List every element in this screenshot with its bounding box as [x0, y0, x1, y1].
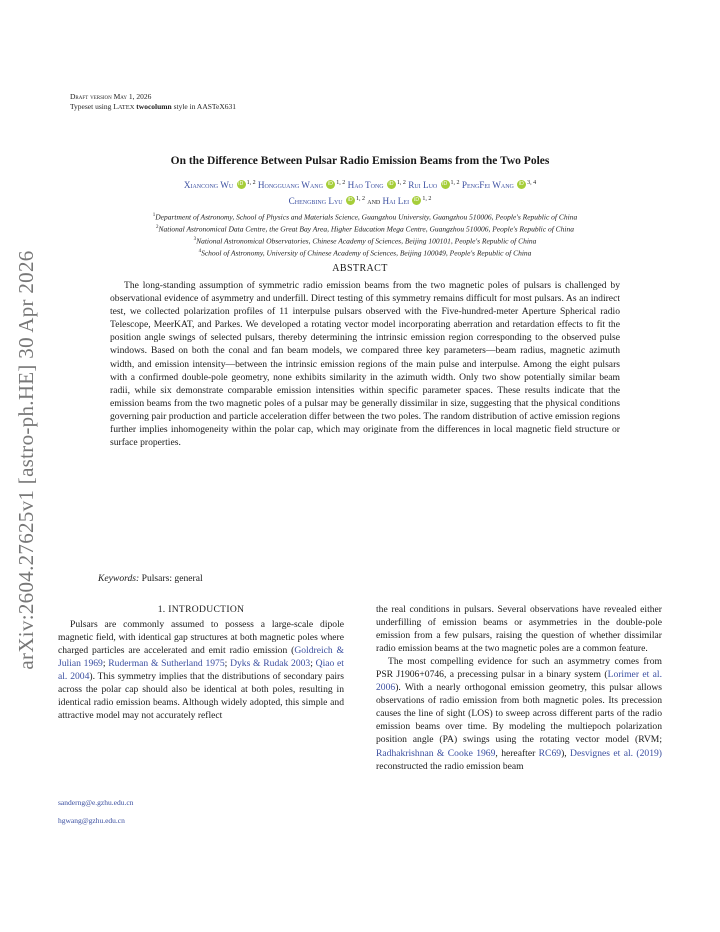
affiliations	[56, 211, 674, 259]
author-name[interactable]: Hongguang Wang	[257, 180, 323, 191]
keywords-value: Pulsars: general	[141, 573, 203, 584]
affiliation-text: National Astronomical Observatories, Chinese Academy of Sciences, Beijing 100101, People's Republic of China	[196, 236, 537, 246]
draft-header	[70, 92, 236, 113]
affiliation-number: 4	[198, 249, 202, 254]
affiliation-text: National Astronomical Data Centre, the Great Bay Area, Higher Education Mega Centre, Guangzhou 510006, People's Republic of China	[158, 224, 574, 234]
author-name[interactable]: PengFei Wang	[461, 180, 514, 191]
author-list	[95, 176, 625, 209]
affiliation	[56, 235, 674, 247]
authors-and: and	[367, 197, 381, 207]
email-footnotes	[58, 794, 133, 830]
intro-paragraph-2	[376, 655, 662, 772]
affiliation-text: School of Astronomy, University of Chinese Academy of Sciences, Beijing 100049, People's Republic of China	[201, 248, 532, 258]
typeset-suffix: style in AASTeX631	[173, 102, 236, 111]
orcid-icon[interactable]	[441, 180, 450, 189]
orcid-icon[interactable]	[237, 180, 246, 189]
author-name[interactable]: Rui Luo	[408, 180, 438, 191]
email-link[interactable]: hgwang@gzhu.edu.cn	[58, 816, 125, 825]
author-affil-marker: 1, 2	[422, 196, 432, 203]
text-run: reconstructed the radio emission beam	[376, 760, 524, 772]
author-affil-marker: 1, 2	[246, 180, 256, 186]
citation-link[interactable]: Qiao et al. 2004	[58, 658, 344, 683]
author-affil-marker: 1, 2	[450, 180, 460, 186]
author-name[interactable]: Hai Lei	[382, 196, 410, 207]
arxiv-side-stamp: arXiv:2604.27625v1 [astro-ph.HE] 30 Apr 2026	[14, 250, 38, 670]
author-affil-marker: 3, 4	[527, 180, 537, 186]
citation-link[interactable]: Desvignes et al. (2019)	[570, 747, 662, 759]
author-name[interactable]: Hao Tong	[347, 180, 384, 191]
orcid-icon[interactable]	[346, 196, 355, 205]
citation-link[interactable]: Radhakrishnan & Cooke 1969	[376, 747, 496, 759]
latex-logo: ATEX	[117, 104, 135, 111]
author-affil-marker: 1, 2	[355, 196, 365, 203]
orcid-icon[interactable]	[326, 180, 335, 189]
intro-paragraph-1	[58, 618, 344, 722]
text-run: ;	[102, 658, 109, 670]
text-run: ;	[310, 658, 316, 670]
author-name[interactable]: Xiancong Wu	[183, 180, 234, 191]
abstract-heading: ABSTRACT	[332, 263, 388, 274]
column-left	[58, 603, 344, 722]
intro-paragraph-1-cont: the real conditions in pulsars. Several observations have revealed either underfilling of emission beams or asymmetries in the double-pole emission from a few pulsars, raising the question of whether dissimilar radio emission beams at the two magnetic poles are a common feature.	[376, 604, 662, 655]
keywords	[98, 573, 203, 584]
text-run: Pulsars are commonly assumed to possess a large-scale dipole magnetic field, with identical gap structures at both magnetic poles where charged particles are accelerated and emit radio emission (	[58, 619, 344, 657]
orcid-icon[interactable]	[387, 180, 396, 189]
keywords-label: Keywords:	[98, 573, 140, 584]
section-heading: 1. INTRODUCTION	[157, 604, 245, 615]
orcid-icon[interactable]	[517, 180, 526, 189]
affiliation	[56, 247, 674, 259]
affiliation-text: Department of Astronomy, School of Physics and Materials Science, Guangzhou University, Guangzhou 510006, People's Republic of China	[155, 212, 578, 222]
draft-version-line: Draft version May 1, 2026	[70, 92, 152, 101]
affiliation-number: 1	[152, 213, 156, 218]
text-run: ),	[561, 747, 571, 759]
affiliation-number: 3	[193, 237, 197, 242]
typeset-prefix: Typeset using L	[70, 102, 118, 111]
citation-link[interactable]: Lorimer et al. 2006	[376, 669, 662, 694]
citation-link[interactable]: RC69	[538, 747, 562, 759]
author-name[interactable]: Chengbing Lyu	[288, 196, 343, 207]
author-affil-marker: 1, 2	[336, 180, 346, 186]
typeset-line	[70, 102, 236, 113]
column-right	[376, 603, 662, 773]
text-run: ). This symmetry implies that the distributions of secondary pairs across the polar cap should also be identical at both poles, resulting in identical radio emission beams. Although widely adopted, this simple and attractive model may not accurately reflect	[58, 671, 344, 722]
typeset-bold: twocolumn	[136, 102, 172, 111]
affiliation	[56, 211, 674, 223]
citation-link[interactable]: Goldreich & Julian 1969	[58, 645, 344, 670]
author-affil-marker: 1, 2	[396, 180, 406, 186]
text-run: ;	[224, 658, 231, 670]
citation-link[interactable]: Ruderman & Sutherland 1975	[108, 658, 225, 670]
email-link[interactable]: sanderng@e.gzhu.edu.cn	[58, 798, 134, 807]
text-run: ). With a nearly orthogonal emission geometry, this pulsar allows observations of radio emission from both magnetic poles. Its precession causes the line of sight (LOS) to sweep across different parts of the radio emission beams over time. By modeling the multiepoch polarization position angle (PA) swings using the rotating vector model (RVM;	[376, 682, 662, 746]
abstract-body: The long-standing assumption of symmetric radio emission beams from the two magnetic poles of pulsars is challenged by observational evidence of asymmetry and underfill. Direct testing of this symmetry remains difficult for most pulsars. As an indirect test, we collected polarization profiles of 11 interpulse pulsars observed with the Five-hundred-meter Aperture Spherical radio Telescope, MeerKAT, and Parkes. We developed a rotating vector model incorporating aberration and retardation effects to fit the position angle swings of selected pulsars, thereby determining the intrinsic emission region corresponding to the observed pulse windows. Based on both the conal and fan beam models, we compared three key parameters—beam radius, magnetic azimuth width, and emission intensity—between the intrinsic emission regions of the main pulse and interpulse. Among the eight pulsars with a confirmed double-pole geometry, none exhibits similarity in the azimuth width. Only two show potentially similar beam radii, while six demonstrate comparable emission intensities within specific parameter spaces. These results indicate that the emission beams from the two magnetic poles of a pulsar may be generally dissimilar in size, suggesting that the physical conditions governing pair production and particle acceleration differ between the two poles. The random distribution of active emission regions further implies inhomogeneity within the polar cap, which may originate from the differences in local magnetic field structure or surface properties.	[110, 280, 620, 449]
text-run: The most compelling evidence for such an asymmetry comes from PSR J1906+0746, a precessing pulsar in a binary system (	[376, 656, 662, 681]
paper-title: On the Difference Between Pulsar Radio Emission Beams from the Two Poles	[170, 155, 550, 167]
affiliation	[56, 223, 674, 235]
affiliation-number: 2	[155, 225, 159, 230]
citation-link[interactable]: Dyks & Rudak 2003	[230, 658, 311, 670]
orcid-icon[interactable]	[412, 196, 421, 205]
text-run: , hereafter	[495, 747, 539, 759]
